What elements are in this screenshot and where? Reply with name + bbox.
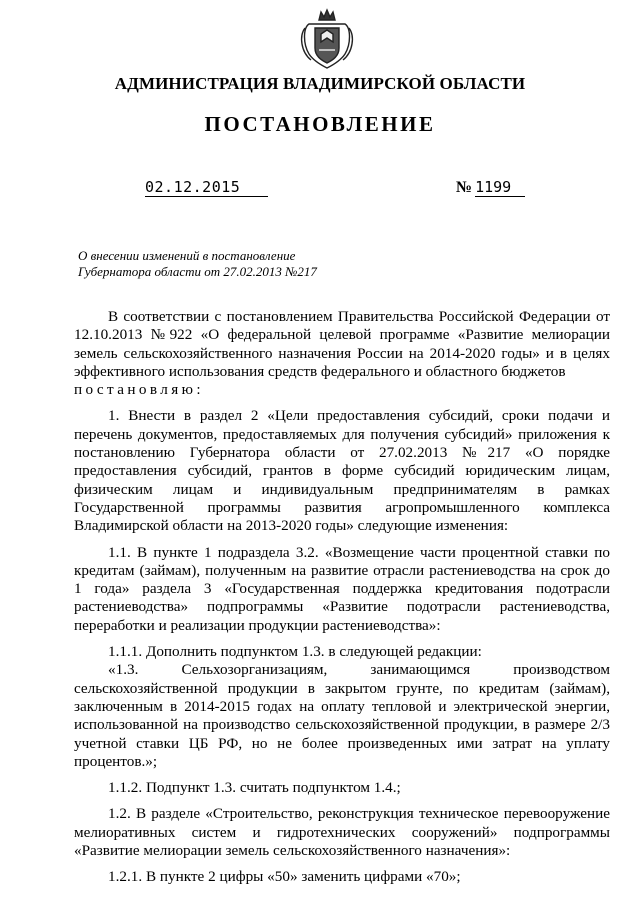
- number-sign: №: [456, 179, 473, 196]
- paragraph-1-2: 1.2. В разделе «Строительство, реконструкция техническое перевооружение мелиоративных систем и гидротехнических сооружений» подпрограммы «Развитие мелиорации земель сельскохозяйственного назначения»:: [74, 805, 610, 860]
- subject-line-2: Губернатора области от 27.02.2013 №217: [78, 264, 317, 279]
- document-type: ПОСТАНОВЛЕНИЕ: [204, 112, 436, 136]
- document-body: [74, 308, 610, 887]
- preamble-paragraph: В соответствии с постановлением Правительства Российской Федерации от 12.10.2013 №922 «О федеральной целевой программе «Развитие мелиорации земель сельскохозяйственного назначения России на 2014-2020 годы» и в целях эффективного использования средств федерального и областного бюджетов: [74, 308, 610, 380]
- document-date: 02.12.2015: [145, 178, 268, 197]
- subject-line-1: О внесении изменений в постановление: [78, 248, 296, 263]
- paragraph-1-3-quote: «1.3. Сельхозорганизациям, занимающимся производством сельскохозяйственной продукции в закрытом грунте, по кредитам (займам), заключенным в 2014-2015 годах на оплату тепловой и электрической энергии, использованной на производство сельскохозяйственной продукции, в размере 2/3 учетной ставки ЦБ РФ, но не более произведенных ими затрат на уплату процентов.»;: [74, 661, 610, 770]
- organization-name: АДМИНИСТРАЦИЯ ВЛАДИМИРСКОЙ ОБЛАСТИ: [114, 74, 526, 93]
- document-number: 1199: [475, 178, 525, 197]
- paragraph-1-1: 1.1. В пункте 1 подраздела 3.2. «Возмещение части процентной ставки по кредитам (займам), полученным на развитие отрасли растениеводства на срок до 1 года» раздела 3 «Государственная поддержка кредитования подотрасли растениеводства» подпрограммы «Развитие подотрасли растениеводства, переработки и реализации продукции растениеводства»:: [74, 543, 610, 634]
- document-number-block: [456, 178, 525, 197]
- paragraph-1-2-1: 1.2.1. В пункте 2 цифры «50» заменить цифрами «70»;: [108, 868, 461, 886]
- paragraph-1: 1. Внести в раздел 2 «Цели предоставления субсидий, сроки подачи и перечень документов, предоставляемых для получения субсидий» приложения к постановлению Губернатора области от 27.02.2013 №217 «О порядке предоставления субсидий, грантов в форме субсидий юридическим лицам, физическим лицам и индивидуальным предпринимателям в рамках Государственной программы развития агропромышленного комплекса Владимирской области на 2013-2020 годы» следующие изменения:: [74, 407, 610, 535]
- coat-of-arms-icon: [297, 8, 357, 72]
- paragraph-1-1-1: 1.1.1. Дополнить подпунктом 1.3. в следующей редакции:: [108, 643, 482, 661]
- paragraph-1-1-2: 1.1.2. Подпункт 1.3. считать подпунктом 1.4.;: [108, 779, 401, 797]
- document-subject: [78, 248, 317, 280]
- resolve-word: постановляю:: [74, 381, 205, 399]
